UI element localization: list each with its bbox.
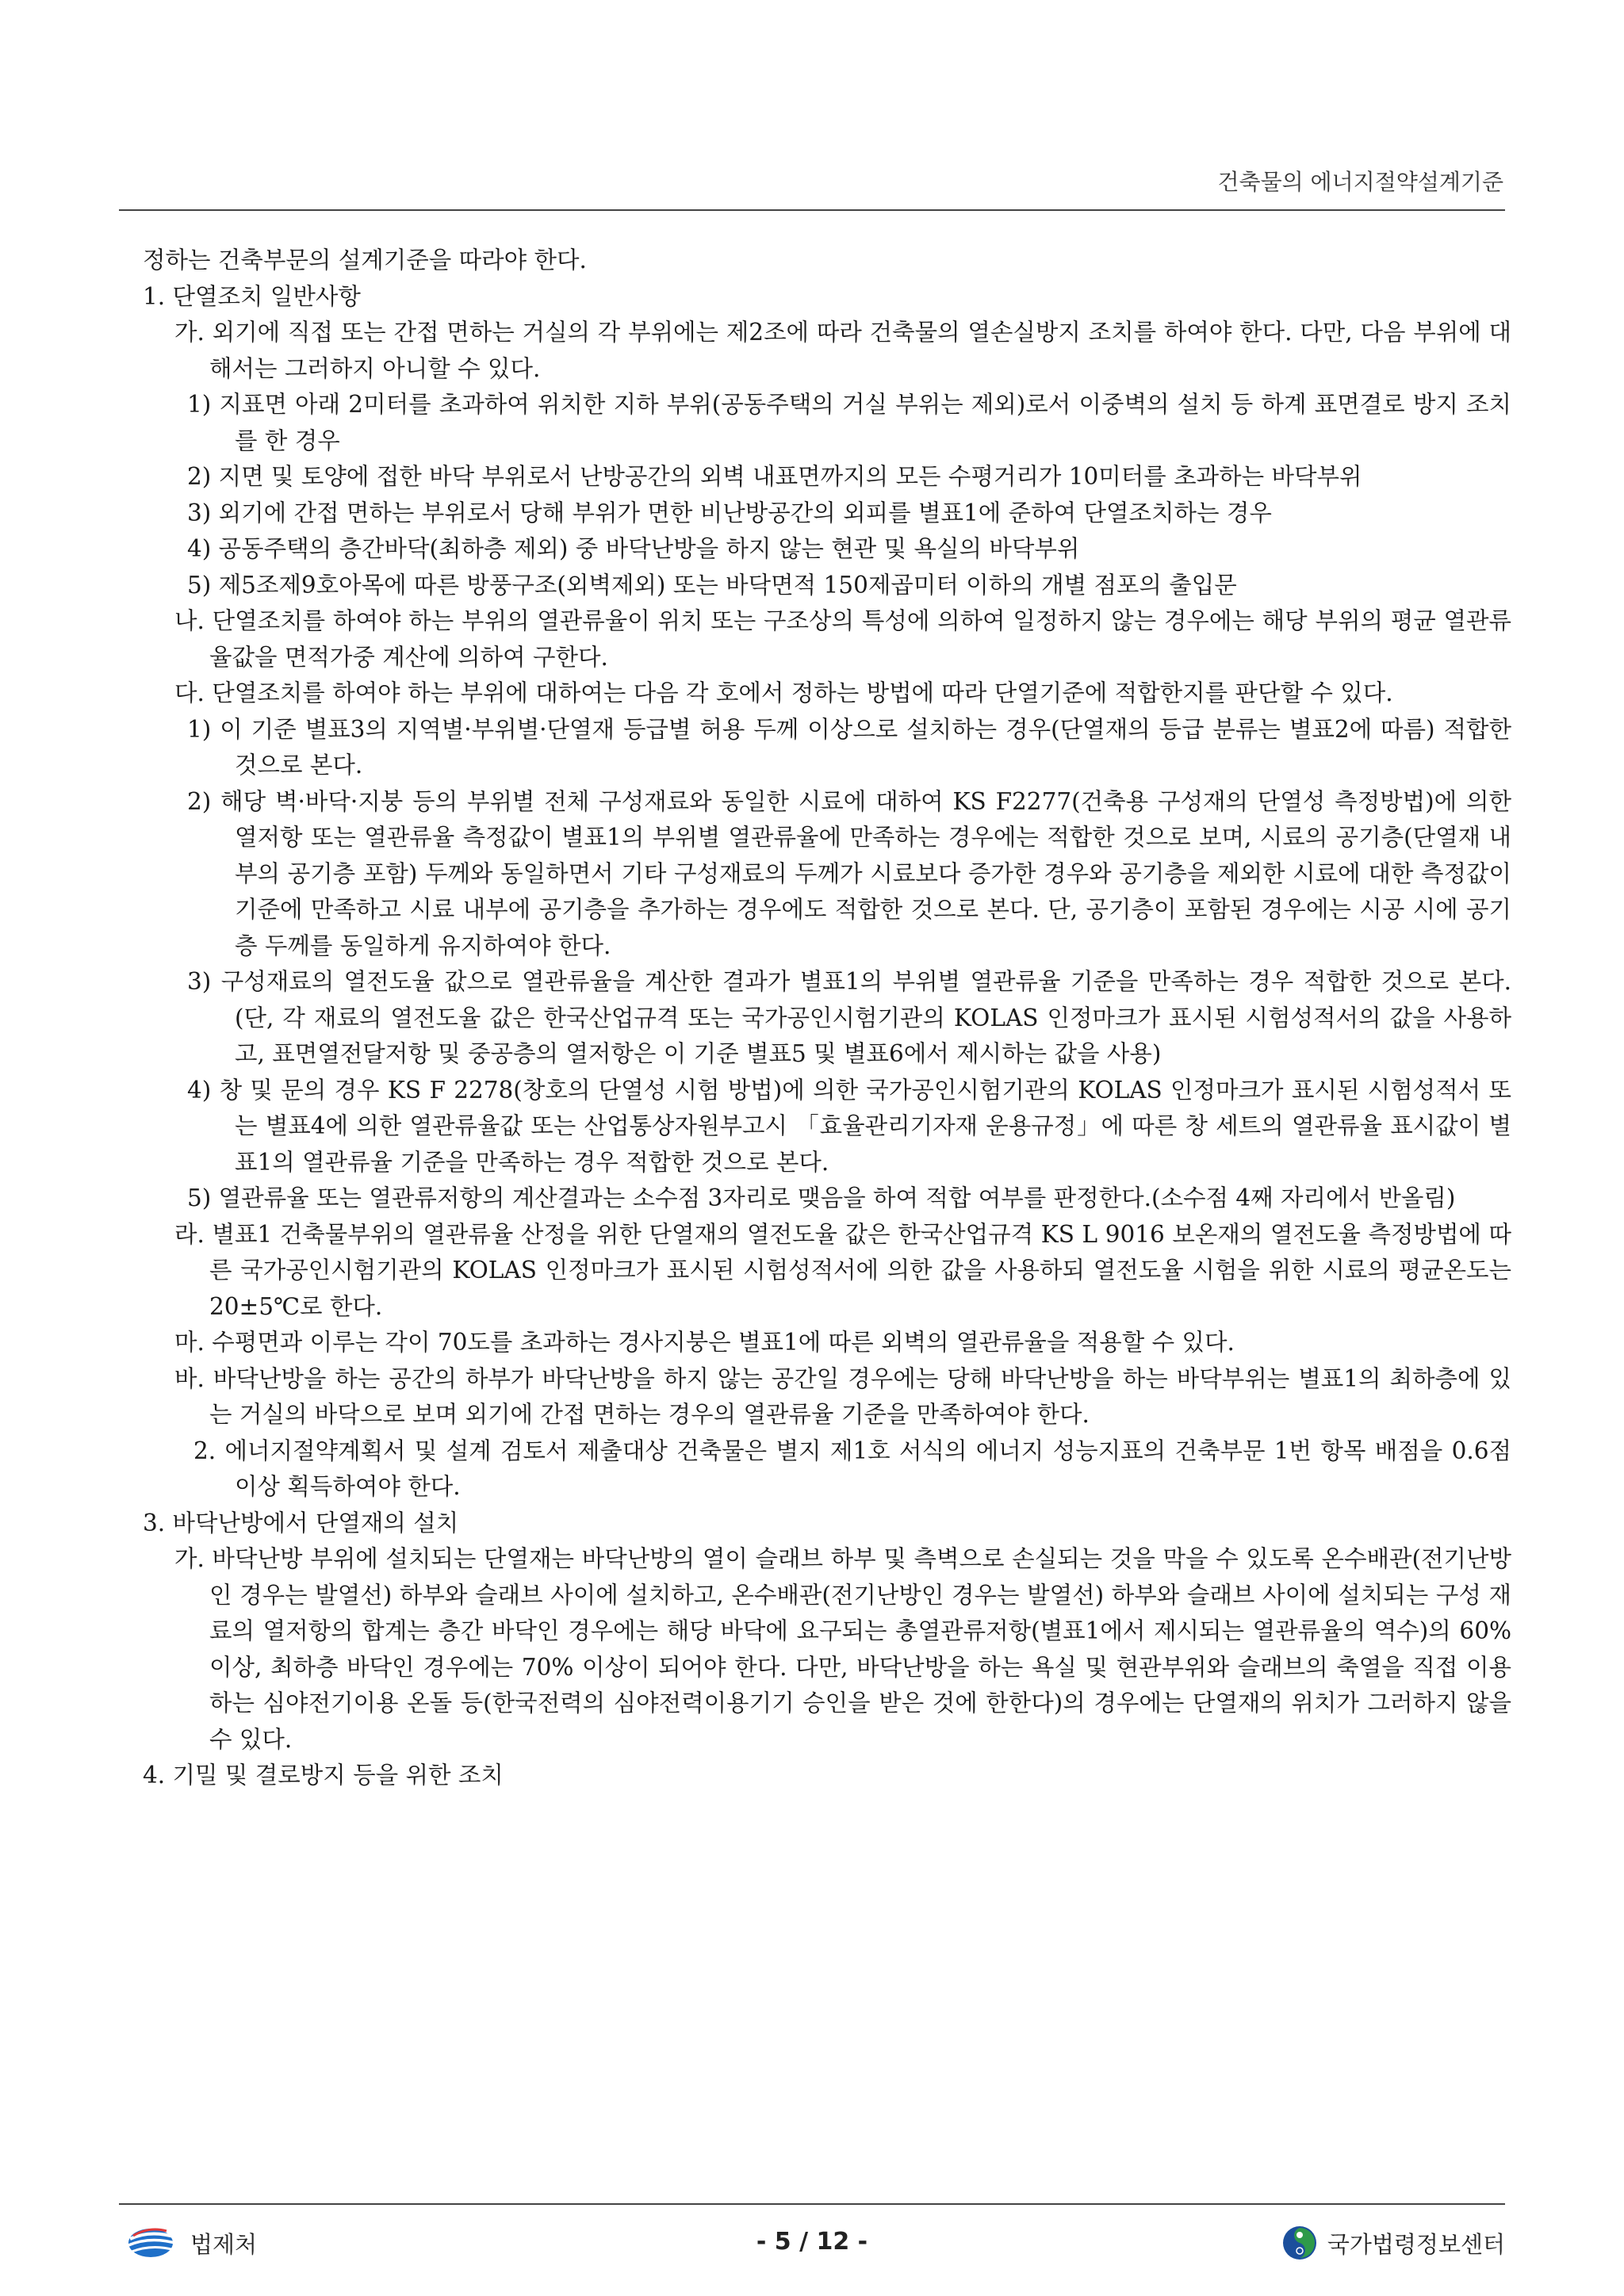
paragraph: 1) 이 기준 별표3의 지역별·부위별·단열재 등급별 허용 두께 이상으로 설치하는 경우(단열재의 등급 분류는 별표2에 따름) 적합한 것으로 본다. xyxy=(187,715,1511,779)
paragraph: 다. 단열조치를 하여야 하는 부위에 대하여는 다음 각 호에서 정하는 방법에 따라 단열기준에 적합한지를 판단할 수 있다. xyxy=(174,679,1393,706)
footer-divider xyxy=(119,2203,1505,2205)
paragraph: 2) 지면 및 토양에 접한 바닥 부위로서 난방공간의 외벽 내표면까지의 모든 수평거리가 10미터를 초과하는 바닥부위 xyxy=(187,463,1362,490)
paragraph: 가. 외기에 직접 또는 간접 면하는 거실의 각 부위에는 제2조에 따라 건축물의 열손실방지 조치를 하여야 한다. 다만, 다음 부위에 대해서는 그러하지 아니할 수 있다. xyxy=(174,319,1511,382)
paragraph: 2) 해당 벽·바닥·지붕 등의 부위별 전체 구성재료와 동일한 시료에 대하여 KS F2277(건축용 구성재의 단열성 측정방법)에 의한 열저항 또는 열관류율 측정값이 별표1의 부위별 열관류율에 만족하는 경우에는 적합한 것으로 보며, 시료의 공기층(단열재 내부의 공기층 포함) 두께와 동일하면서 기타 구성재료의 두께가 시료보다 증가한 경우와 공기층을 제외한 시료에 대한 측정값이 기준에 만족하고 시료 내부에 공기층을 추가하는 경우에도 적합한 것으로 본다. 단, 공기층이 포함된 경우에는 시공 시에 공기층 두께를 동일하게 유지하여야 한다. xyxy=(187,787,1511,959)
paragraph: 1. 단열조치 일반사항 xyxy=(143,282,361,310)
footer-right-label: 국가법령정보센터 xyxy=(1327,2230,1505,2258)
paragraph: 3) 외기에 간접 면하는 부위로서 당해 부위가 면한 비난방공간의 외피를 별표1에 준하여 단열조치하는 경우 xyxy=(187,499,1272,526)
page-indicator: - 5 / 12 - xyxy=(756,2228,868,2256)
paragraph: 4) 공동주택의 층간바닥(최하층 제외) 중 바닥난방을 하지 않는 현관 및 욕실의 바닥부위 xyxy=(187,535,1080,562)
paragraph: 2. 에너지절약계획서 및 설계 검토서 제출대상 건축물은 별지 제1호 서식의 에너지 성능지표의 건축부문 1번 항목 배점을 0.6점 이상 획득하여야 한다. xyxy=(193,1437,1511,1500)
paragraph: 4. 기밀 및 결로방지 등을 위한 조치 xyxy=(143,1762,504,1789)
law-info-center-logo-icon xyxy=(1281,2225,1318,2261)
paragraph: 나. 단열조치를 하여야 하는 부위의 열관류율이 위치 또는 구조상의 특성에 의하여 일정하지 않는 경우에는 해당 부위의 평균 열관류율값을 면적가중 계산에 의하여 구한다. xyxy=(174,607,1511,671)
paragraph: 3. 바닥난방에서 단열재의 설치 xyxy=(143,1509,459,1536)
paragraph: 4) 창 및 문의 경우 KS F 2278(창호의 단열성 시험 방법)에 의한 국가공인시험기관의 KOLAS 인정마크가 표시된 시험성적서 또는 별표4에 의한 열관류율값 또는 산업통상자원부고시 「효율관리기자재 운용규정」에 따른 창 세트의 열관류율 표시값이 별표1의 열관류율 기준을 만족하는 경우 적합한 것으로 본다. xyxy=(187,1076,1511,1176)
document-header-title: 건축물의 에너지절약설계기준 xyxy=(1217,169,1503,195)
footer-right xyxy=(1281,2225,1505,2261)
footer-left-label: 법제처 xyxy=(190,2230,258,2258)
paragraph: 마. 수평면과 이루는 각이 70도를 초과하는 경사지붕은 별표1에 따른 외벽의 열관류율을 적용할 수 있다. xyxy=(174,1329,1235,1356)
paragraph: 3) 구성재료의 열전도율 값으로 열관류율을 계산한 결과가 별표1의 부위별 열관류율 기준을 만족하는 경우 적합한 것으로 본다.(단, 각 재료의 열전도율 값은 한국산업규격 또는 국가공인시험기관의 KOLAS 인정마크가 표시된 시험성적서의 값을 사용하고, 표면열전달저항 및 중공층의 열저항은 이 기준 별표5 및 별표6에서 제시하는 값을 사용) xyxy=(187,968,1511,1067)
paragraph: 정하는 건축부문의 설계기준을 따라야 한다. xyxy=(143,247,587,274)
header-divider xyxy=(119,209,1505,211)
paragraph: 바. 바닥난방을 하는 공간의 하부가 바닥난방을 하지 않는 공간일 경우에는 당해 바닥난방을 하는 바닥부위는 별표1의 최하층에 있는 거실의 바닥으로 보며 외기에 간접 면하는 경우의 열관류율 기준을 만족하여야 한다. xyxy=(174,1364,1511,1428)
paragraph: 5) 열관류율 또는 열관류저항의 계산결과는 소수점 3자리로 맺음을 하여 적합 여부를 판정한다.(소수점 4째 자리에서 반올림) xyxy=(187,1184,1456,1211)
document-body xyxy=(143,243,1511,1794)
paragraph: 가. 바닥난방 부위에 설치되는 단열재는 바닥난방의 열이 슬래브 하부 및 측벽으로 손실되는 것을 막을 수 있도록 온수배관(전기난방인 경우는 발열선) 하부와 슬래브 사이에 설치하고, 온수배관(전기난방인 경우는 발열선) 하부와 슬래브 사이에 설치되는 구성 재료의 열저항의 합계는 층간 바닥인 경우에는 해당 바닥에 요구되는 총열관류저항(별표1에서 제시되는 열관류율의 역수)의 60% 이상, 최하층 바닥인 경우에는 70% 이상이 되어야 한다. 다만, 바닥난방을 하는 욕실 및 현관부위와 슬래브의 축열을 직접 이용하는 심야전기이용 온돌 등(한국전력의 심야전력이용기기 승인을 받은 것에 한한다)의 경우에는 단열재의 위치가 그러하지 않을 수 있다. xyxy=(174,1545,1511,1753)
paragraph: 5) 제5조제9호아목에 따른 방풍구조(외벽제외) 또는 바닥면적 150제곱미터 이하의 개별 점포의 출입문 xyxy=(187,571,1237,599)
paragraph: 1) 지표면 아래 2미터를 초과하여 위치한 지하 부위(공동주택의 거실 부위는 제외)로서 이중벽의 설치 등 하계 표면결로 방지 조치를 한 경우 xyxy=(187,391,1511,454)
paragraph: 라. 별표1 건축물부위의 열관류율 산정을 위한 단열재의 열전도율 값은 한국산업규격 KS L 9016 보온재의 열전도율 측정방법에 따른 국가공인시험기관의 KOLAS 인정마크가 표시된 시험성적서에 의한 값을 사용하되 열전도율 시험을 위한 시료의 평균온도는 20±5℃로 한다. xyxy=(174,1220,1511,1320)
